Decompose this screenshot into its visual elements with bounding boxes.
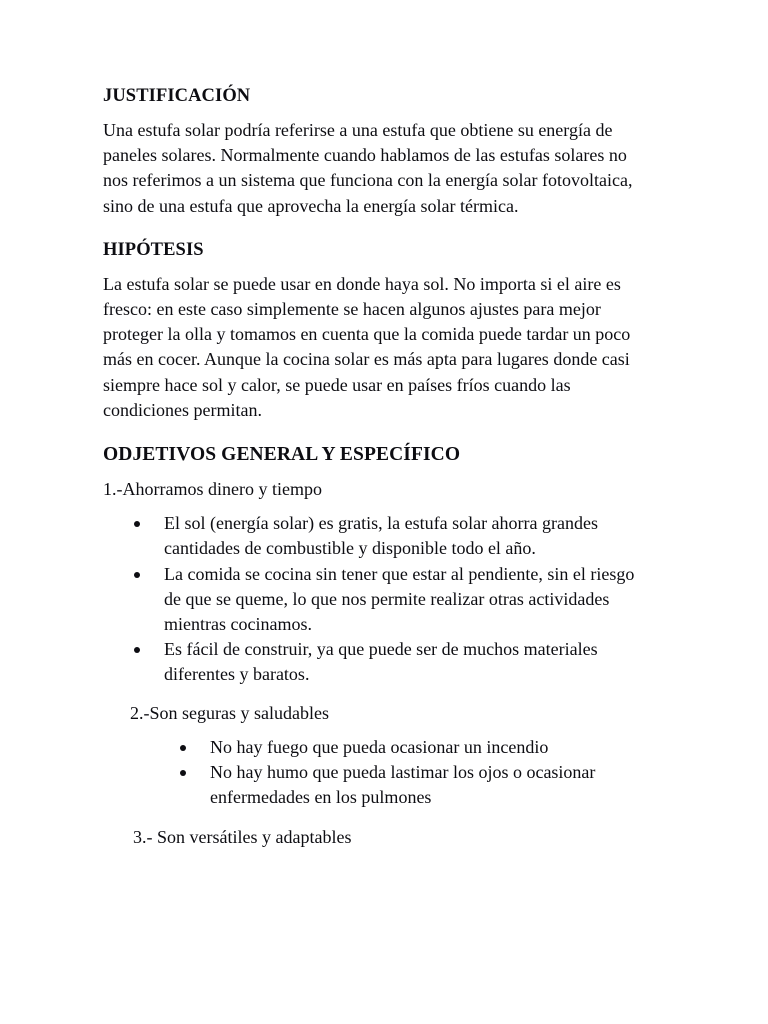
objective-1-bullet-list [134, 511, 655, 687]
list-item [180, 760, 655, 810]
paragraph-hipotesis: La estufa solar se puede usar en donde haya sol. No importa si el aire es fresco: en este caso simplemente se hacen algunos ajustes para mejor proteger la olla y tomamos en cuenta que la comida puede tardar un poco más en cocer. Aunque la cocina solar es más apta para lugares donde casi siempre hace sol y calor, se puede usar en países fríos cuando las condiciones permitan. [103, 273, 631, 420]
objective-2-bullet-list [180, 735, 655, 811]
objective-item-2-label: 2.-Son seguras y saludables [130, 702, 329, 723]
section-heading-justificacion: JUSTIFICACIÓN [103, 86, 251, 106]
list-item-text: Es fácil de construir, ya que puede ser de muchos materiales diferentes y baratos. [164, 639, 598, 685]
section-heading-hipotesis: HIPÓTESIS [103, 239, 204, 260]
list-item [180, 735, 655, 760]
bullet-point-icon [134, 637, 164, 662]
objective-item-3-label: 3.- Son versátiles y adaptables [133, 827, 352, 848]
list-item [134, 637, 655, 687]
objective-item-1-label: 1.-Ahorramos dinero y tiempo [103, 479, 322, 500]
bullet-point-icon [134, 511, 164, 536]
list-item-text: No hay humo que pueda lastimar los ojos o ocasionar enfermedades en los pulmones [210, 762, 596, 808]
bullet-point-icon [134, 562, 164, 587]
section-heading-objetivos: ODJETIVOS GENERAL Y ESPECÍFICO [103, 444, 461, 466]
paragraph-justificacion: Una estufa solar podría referirse a una estufa que obtiene su energía de paneles solares. Normalmente cuando hablamos de las estufas solares no nos referimos a un sistema que funciona con la energía solar fotovoltaica, sino de una estufa que aprovecha la energía solar térmica. [103, 120, 633, 216]
list-item-text: El sol (energía solar) es gratis, la estufa solar ahorra grandes cantidades de combustible y disponible todo el año. [164, 513, 599, 559]
bullet-point-icon [180, 735, 210, 760]
bullet-point-icon [180, 760, 210, 785]
list-item-text: La comida se cocina sin tener que estar al pendiente, sin el riesgo de que se queme, lo que nos permite realizar otras actividades mientras cocinamos. [164, 563, 635, 635]
list-item-text: No hay fuego que pueda ocasionar un incendio [210, 736, 549, 757]
list-item [134, 511, 655, 561]
list-item [134, 562, 655, 638]
